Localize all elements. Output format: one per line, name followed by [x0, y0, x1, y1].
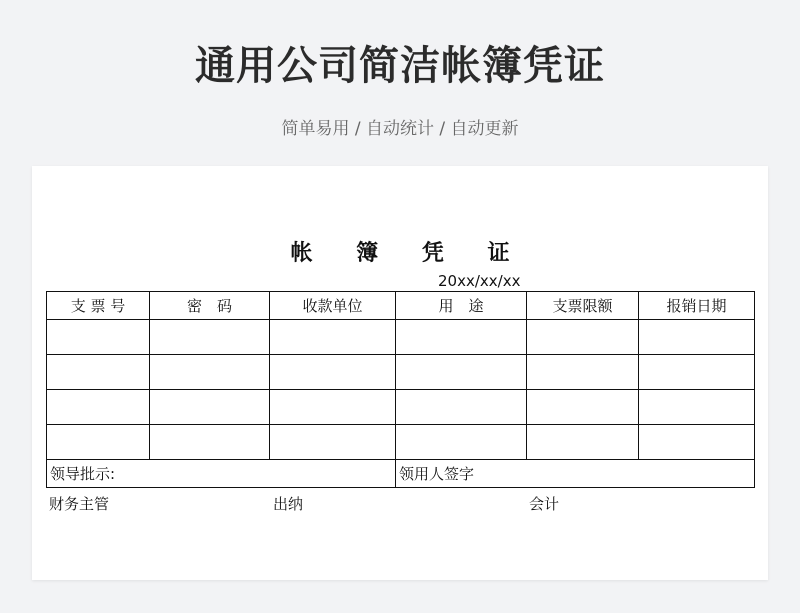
receiver-signature-label[interactable]: 领用人签字	[396, 460, 755, 488]
table-cell[interactable]	[270, 425, 396, 460]
table-row	[47, 320, 755, 355]
table-cell[interactable]	[396, 390, 527, 425]
approval-row	[47, 460, 755, 488]
table-cell[interactable]	[396, 320, 527, 355]
table-cell[interactable]	[270, 390, 396, 425]
table-cell[interactable]	[150, 355, 270, 390]
column-header-payee: 收款单位	[270, 292, 396, 320]
table-row	[47, 390, 755, 425]
table-cell[interactable]	[527, 320, 639, 355]
table-cell[interactable]	[396, 425, 527, 460]
table-cell[interactable]	[639, 320, 755, 355]
column-header-purpose: 用 途	[396, 292, 527, 320]
table-row	[47, 425, 755, 460]
approval-label[interactable]: 领导批示:	[47, 460, 396, 488]
finance-manager-label: 财务主管	[49, 495, 110, 513]
table-cell[interactable]	[270, 320, 396, 355]
table-cell[interactable]	[150, 425, 270, 460]
accountant-label: 会计	[529, 495, 560, 513]
column-header-cheque-limit: 支票限额	[527, 292, 639, 320]
column-header-claim-date: 报销日期	[639, 292, 755, 320]
table-cell[interactable]	[639, 355, 755, 390]
table-cell[interactable]	[527, 390, 639, 425]
column-header-cheque-no: 支 票 号	[47, 292, 150, 320]
voucher-title: 帐 簿 凭 证	[290, 241, 528, 266]
voucher-date: 20xx/xx/xx	[438, 272, 521, 290]
page-title: 通用公司简洁帐簿凭证	[195, 43, 605, 89]
table-cell[interactable]	[47, 425, 150, 460]
cashier-label: 出纳	[273, 495, 304, 513]
table-cell[interactable]	[47, 355, 150, 390]
voucher-sheet	[32, 166, 768, 580]
column-header-password: 密 码	[150, 292, 270, 320]
voucher-table	[46, 291, 755, 488]
table-cell[interactable]	[270, 355, 396, 390]
table-cell[interactable]	[150, 390, 270, 425]
table-row	[47, 355, 755, 390]
table-cell[interactable]	[396, 355, 527, 390]
table-cell[interactable]	[639, 390, 755, 425]
table-header-row	[47, 292, 755, 320]
table-cell[interactable]	[150, 320, 270, 355]
table-cell[interactable]	[527, 425, 639, 460]
page-subtitle: 简单易用 / 自动统计 / 自动更新	[281, 119, 519, 139]
table-cell[interactable]	[47, 390, 150, 425]
table-cell[interactable]	[527, 355, 639, 390]
table-cell[interactable]	[47, 320, 150, 355]
table-cell[interactable]	[639, 425, 755, 460]
